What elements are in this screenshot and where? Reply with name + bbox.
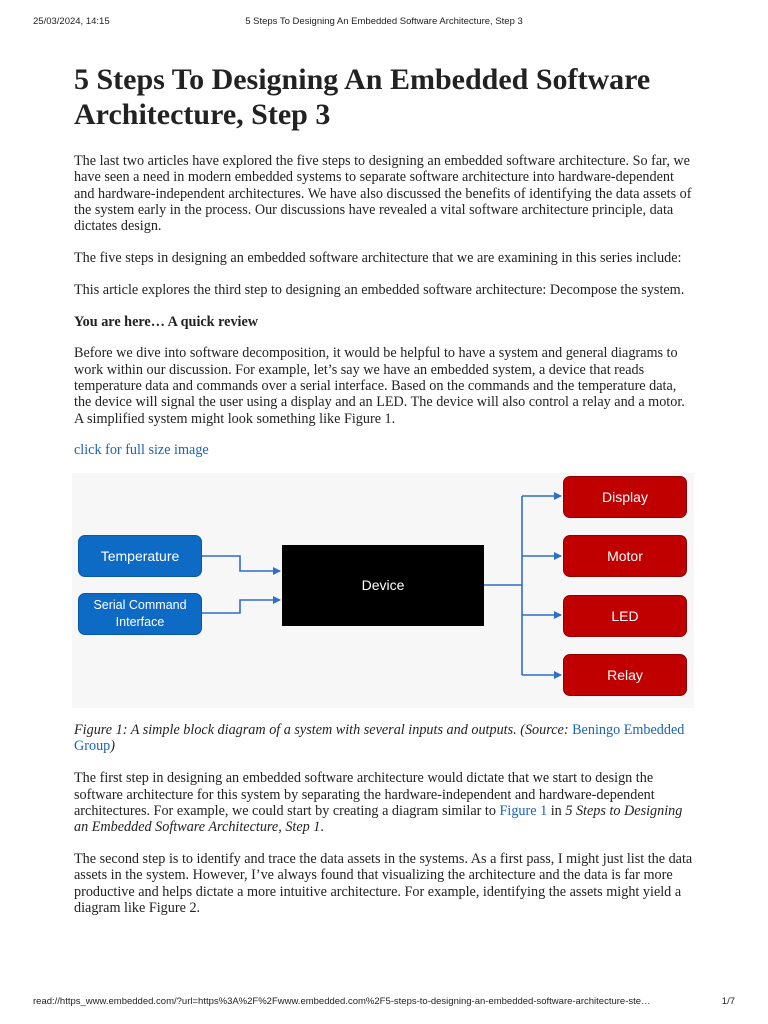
figure-1-link[interactable]: Figure 1 xyxy=(499,802,548,819)
figure-caption: Figure 1: A simple block diagram of a system with several inputs and outputs. (Source: Beningo Embedded Group) xyxy=(74,721,685,754)
print-footer xyxy=(0,996,768,1010)
node-temperature: Temperature xyxy=(78,535,202,577)
step-1-reference: 5 Steps to Designing an Embedded Software Architecture, Step 1 xyxy=(74,802,683,836)
node-display: Display xyxy=(563,476,687,518)
paragraph-steps: The five steps in designing an embedded software architecture that we are examining in this series include: xyxy=(74,249,682,266)
figure-block-diagram[interactable] xyxy=(72,473,694,708)
print-url: read://https_www.embedded.com/?url=https%3A%2F%2Fwww.embedded.com%2F5-steps-to-designing-an-embedded-software-architecture-ste… xyxy=(33,996,651,1007)
node-relay: Relay xyxy=(563,654,687,696)
paragraph-scope: This article explores the third step to designing an embedded software architecture: Decompose the system. xyxy=(74,281,685,298)
section-heading: You are here… A quick review xyxy=(74,313,259,330)
print-page-number: 1/7 xyxy=(721,996,735,1007)
paragraph-system: Before we dive into software decomposition, it would be helpful to have a system and general diagrams to work within our discussion. For example, let’s say we have an embedded system, a device that reads temperature data and commands over a serial interface. Based on the commands and the temperature data, the device will signal the user using a display and an LED. The device will also control a relay and a motor. A simplified system might look something like Figure 1. xyxy=(74,345,685,427)
source-link[interactable]: Beningo Embedded Group xyxy=(74,721,685,754)
print-page-title: 5 Steps To Designing An Embedded Software Architecture, Step 3 xyxy=(245,16,523,27)
node-serial-command-interface: Serial Command Interface xyxy=(78,593,202,635)
arrow-temperature-to-device xyxy=(201,556,280,571)
article xyxy=(74,62,694,916)
full-size-image-link[interactable]: click for full size image xyxy=(74,442,209,459)
node-device: Device xyxy=(282,545,484,626)
node-motor: Motor xyxy=(563,535,687,577)
print-header xyxy=(0,16,768,30)
article-title: 5 Steps To Designing An Embedded Software Architecture, Step 3 xyxy=(74,63,651,131)
print-datetime: 25/03/2024, 14:15 xyxy=(33,16,110,27)
paragraph-first-step: The first step in designing an embedded software architecture would dictate that we start to design the software architecture for this system by separating the hardware-independent and hardware-dependent architectures. For example, we could start by creating a diagram similar to Figure 1 in 5 Steps to Designing an Embedded Software Architecture, Step 1. xyxy=(74,770,683,836)
arrow-serial-to-device xyxy=(201,600,280,613)
paragraph-intro: The last two articles have explored the five steps to designing an embedded software architecture. So far, we have seen a need in modern embedded systems to separate software architecture into hardware-dependent and hardware-independent architectures. We have also discussed the benefits of identifying the data assets of the system early in the process. Our discussions have revealed a vital software architecture principle, data dictates design. xyxy=(74,153,692,235)
node-led: LED xyxy=(563,595,687,637)
paragraph-second-step: The second step is to identify and trace the data assets in the systems. As a first pass, I might just list the data assets in the system. However, I’ve always found that visualizing the architecture and the data is far more productive and helps dictate a more intuitive architecture. For example, identifying the assets might yield a diagram like Figure 2. xyxy=(74,850,693,916)
